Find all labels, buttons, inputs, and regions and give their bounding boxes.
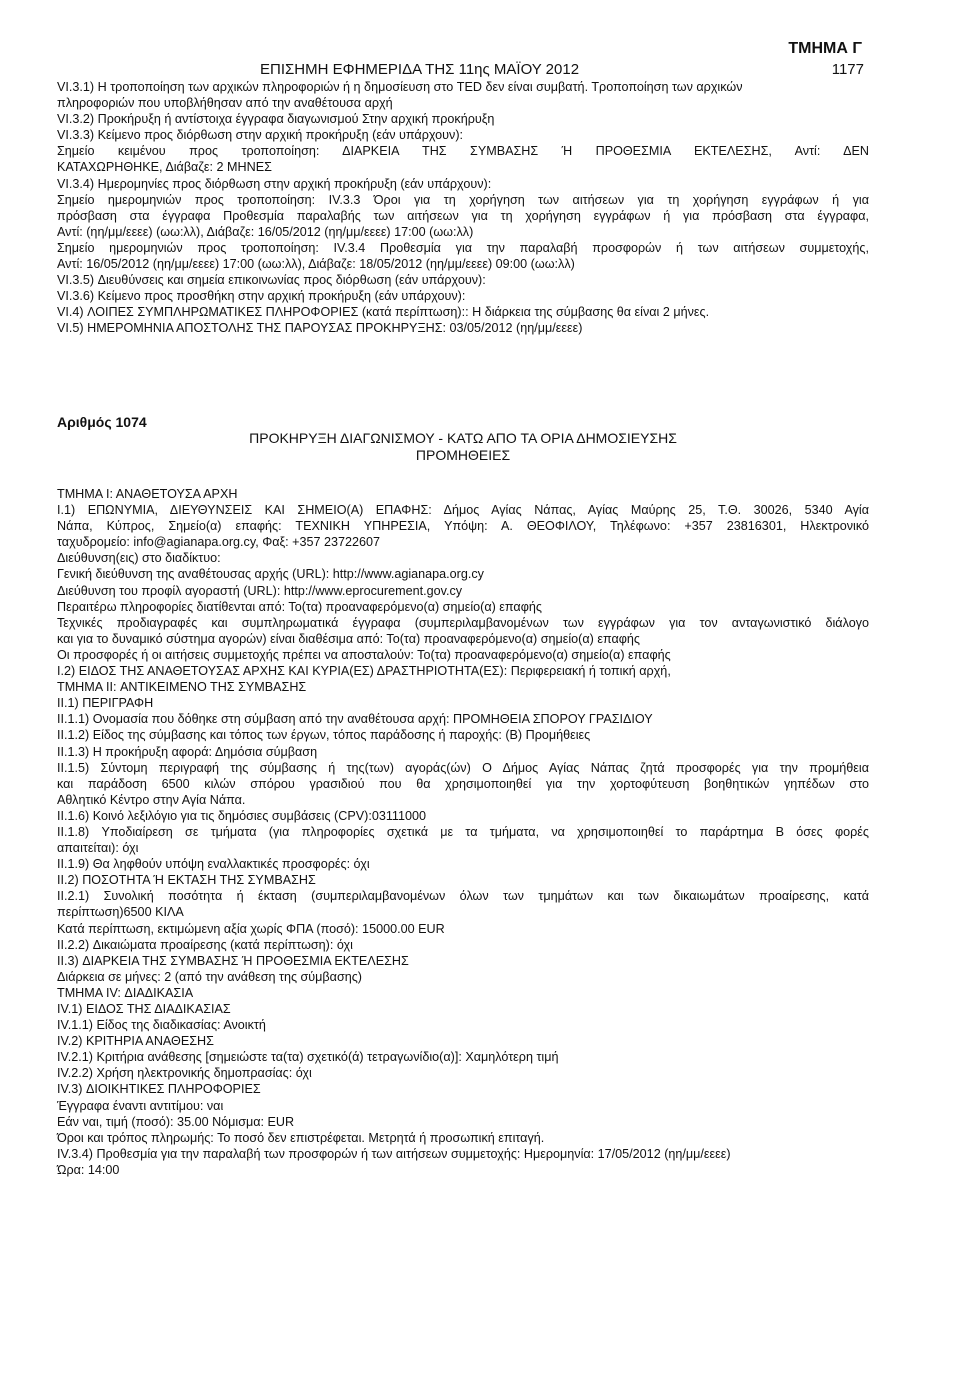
text-line: Εάν ναι, τιμή (ποσό): 35.00 Νόμισμα: EUR: [57, 1114, 295, 1129]
text-line: II.1.6) Κοινό λεξιλόγιο για τις δημόσιες συμβάσεις (CPV):03111000: [57, 808, 426, 823]
text-line: II.1.2) Είδος της σύμβασης και τόπος των έργων, τόπος παράδοσης ή παροχής: (Β) Προμήθειες: [57, 728, 591, 743]
text-line: περίπτωση)6500 ΚΙΛΑ: [57, 905, 184, 920]
text-line: IV.3.4) Προθεσμία για την παραλαβή των προσφορών ή των αιτήσεων συμμετοχής: Ημερομηνία: 17/05/2012 (ηη/μμ/εεεε): [57, 1146, 731, 1161]
text-line: Διεύθυνση του προφίλ αγοραστή (URL): http://www.eprocurement.gov.cy: [57, 583, 463, 598]
text-line: ταχυδρομείο: info@agianapa.org.cy, Φαξ: +357 23722607: [57, 535, 381, 550]
text-line: II.1.5) Σύντομη περιγραφή της σύμβασης ή της(των) αγοράς(ών) Ο Δήμος Αγίας Νάπας ζητά προσφορές για την προμήθεια: [57, 760, 869, 775]
text-line: και για το δυναμικό σύστημα αγορών) είναι διαθέσιμα από: Το(τα) προαναφερόμενο(α) σημείο(α) επαφής: [57, 631, 640, 646]
text-line: Σημείο ημερομηνιών προς τροποποίηση: IV.3.3 Όροι για τη χορήγηση των αιτήσεων για τη χορήγηση εγγράφων ή για: [57, 192, 869, 207]
text-line: Περαιτέρω πληροφορίες διατίθενται από: Το(τα) προαναφερόμενο(α) σημείο(α) επαφής: [57, 599, 542, 614]
text-line: πρόσβαση στα έγγραφα Προθεσμία παραλαβής των αιτήσεων για τη χορήγηση εγγράφων ή για πρόσβαση στα έγγραφα,: [57, 208, 869, 223]
text-line: VI.3.1) Η τροποποίηση των αρχικών πληροφοριών ή η δημοσίευση στο TED δεν είναι συμβατή. Τροποποίηση των αρχικών: [57, 80, 743, 94]
text-line: και παράδοση 6500 κιλών σπόρου γρασιδιού που θα χρησιμοποιηθεί για την χορτοφύτευση βοηθητικών γηπέδων στο: [57, 776, 869, 791]
section-heading: ΤΜΗΜΑ IV: ΔΙΑΔΙΚΑΣΙΑ: [57, 985, 194, 1000]
text-line: II.1.8) Υποδιαίρεση σε τμήματα (για πληροφορίες σχετικά με τα τμήματα, να χρησιμοποιηθεί το παράρτημα Β όσες φορές: [57, 824, 869, 839]
text-line: Οι προσφορές ή οι αιτήσεις συμμετοχής πρέπει να αποσταλούν: Το(τα) προαναφερόμενο(α) σημείο(α) επαφής: [57, 647, 671, 662]
text-line: II.1.9) Θα ληφθούν υπόψη εναλλακτικές προσφορές: όχι: [57, 857, 370, 872]
text-line: VI.5) ΗΜΕΡΟΜΗΝΙΑ ΑΠΟΣΤΟΛΗΣ ΤΗΣ ΠΑΡΟΥΣΑΣ ΠΡΟΚΗΡΥΞΗΣ: 03/05/2012 (ηη/μμ/εεεε): [57, 321, 583, 336]
text-line: πληροφοριών που υποβλήθησαν από την αναθέτουσα αρχή: [57, 96, 393, 111]
text-line: Όροι και τρόπος πληρωμής: Το ποσό δεν επιστρέφεται. Μετρητά ή προσωπική επιταγή.: [57, 1130, 545, 1145]
text-line: Έγγραφα έναντι αντιτίμου: ναι: [57, 1098, 224, 1113]
section-heading: ΤΜΗΜΑ Ι: ΑΝΑΘΕΤΟΥΣΑ ΑΡΧΗ: [57, 487, 238, 501]
text-line: II.2.1) Συνολική ποσότητα ή έκταση (συμπεριλαμβανομένων όλων των τμημάτων και των δικαιωμάτων προαίρεσης, κατά: [57, 889, 869, 904]
text-line: Σημείο ημερομηνιών προς τροποποίηση: IV.3.4 Προθεσμία για την παραλαβή προσφορών ή των αιτήσεων συμμετοχής,: [57, 240, 869, 255]
text-line: IV.3) ΔΙΟΙΚΗΤΙΚΕΣ ΠΛΗΡΟΦΟΡΙΕΣ: [57, 1082, 261, 1097]
tender-notice-text: [57, 486, 869, 1178]
page-number: 1177: [831, 61, 864, 78]
text-line: Κατά περίπτωση, εκτιμώμενη αξία χωρίς ΦΠΑ (ποσό): 15000.00 EUR: [57, 921, 445, 936]
text-line: IV.2) ΚΡΙΤΗΡΙΑ ΑΝΑΘΕΣΗΣ: [57, 1034, 214, 1049]
text-line: II.3) ΔΙΑΡΚΕΙΑ ΤΗΣ ΣΥΜΒΑΣΗΣ Ή ΠΡΟΘΕΣΜΙΑ ΕΚΤΕΛΕΣΗΣ: [57, 953, 409, 968]
text-line: Διάρκεια σε μήνες: 2 (από την ανάθεση της σύμβασης): [57, 969, 362, 984]
text-line: II.1.3) Η προκήρυξη αφορά: Δημόσια σύμβαση: [57, 744, 318, 759]
text-line: II.2.2) Δικαιώματα προαίρεσης (κατά περίπτωση): όχι: [57, 937, 353, 952]
text-line: Ώρα: 14:00: [57, 1162, 120, 1177]
announcement-title: [57, 430, 869, 464]
text-line: Νάπα, Κύπρος, Σημείο(α) επαφής: ΤΕΧΝΙΚΗ ΥΠΗΡΕΣΙΑ, Υπόψη: Α. ΘΕΟΦΙΛΟΥ, Τηλέφωνο: +357 23816301, Ηλεκτρονικό: [57, 519, 869, 534]
text-line: II.2) ΠΟΣΟΤΗΤΑ Ή ΕΚΤΑΣΗ ΤΗΣ ΣΥΜΒΑΣΗΣ: [57, 873, 316, 888]
text-line: IV.1) ΕΙΔΟΣ ΤΗΣ ΔΙΑΔΙΚΑΣΙΑΣ: [57, 1002, 231, 1016]
text-line: Γενική διεύθυνση της αναθέτουσας αρχής (URL): http://www.agianapa.org.cy: [57, 567, 484, 582]
gazette-title: ΕΠΙΣΗΜΗ ΕΦΗΜΕΡΙΔΑ ΤΗΣ 11ης ΜΑΪΟΥ 2012: [260, 61, 580, 78]
announcement-title-line: ΠΡΟΜΗΘΕΙΕΣ: [415, 447, 511, 463]
text-line: ΚΑΤΑΧΩΡΗΘΗΚΕ, Διάβαζε: 2 ΜΗΝΕΣ: [57, 160, 272, 175]
correction-notice-text: [57, 79, 869, 337]
section-label: ΤΜΗΜΑ Γ: [788, 40, 862, 57]
announcement-title-line: ΠΡΟΚΗΡΥΞΗ ΔΙΑΓΩΝΙΣΜΟΥ - ΚΑΤΩ ΑΠΟ ΤΑ ΟΡΙΑ ΔΗΜΟΣΙΕΥΣΗΣ: [249, 430, 677, 446]
text-line: Διεύθυνση(εις) στο διαδίκτυο:: [57, 551, 221, 566]
text-line: VI.3.6) Κείμενο προς προσθήκη στην αρχική προκήρυξη (εάν υπάρχουν):: [57, 289, 466, 304]
announcement-number: Αριθμός 1074: [57, 414, 147, 430]
text-line: Αντί: (ηη/μμ/εεεε) (ωω:λλ), Διάβαζε: 16/05/2012 (ηη/μμ/εεεε) 17:00 (ωω:λλ): [57, 224, 474, 239]
text-line: II.1) ΠΕΡΙΓΡΑΦΗ: [57, 696, 154, 711]
text-line: Τεχνικές προδιαγραφές και συμπληρωματικά έγγραφα (συμπεριλαμβανομένων των εγγράφων για τον ανταγωνιστικό διάλογο: [57, 615, 869, 630]
text-line: απαιτείται): όχι: [57, 841, 139, 856]
section-heading: ΤΜΗΜΑ II: ΑΝΤΙΚΕΙΜΕΝΟ ΤΗΣ ΣΥΜΒΑΣΗΣ: [57, 680, 307, 695]
text-line: VI.4) ΛΟΙΠΕΣ ΣΥΜΠΛΗΡΩΜΑΤΙΚΕΣ ΠΛΗΡΟΦΟΡΙΕΣ (κατά περίπτωση):: Η διάρκεια της σύμβασης θα είναι 2 μήνες.: [57, 305, 710, 320]
text-line: II.1.1) Ονομασία που δόθηκε στη σύμβαση από την αναθέτουσα αρχή: ΠΡΟΜΗΘΕΙΑ ΣΠΟΡΟΥ ΓΡΑΣΙΔΙΟΥ: [57, 712, 653, 727]
text-line: VI.3.2) Προκήρυξη ή αντίστοιχα έγγραφα διαγωνισμού Στην αρχική προκήρυξη: [57, 112, 495, 127]
text-line: Σημείο κειμένου προς τροποποίηση: ΔΙΑΡΚΕΙΑ ΤΗΣ ΣΥΜΒΑΣΗΣ Ή ΠΡΟΘΕΣΜΙΑ ΕΚΤΕΛΕΣΗΣ, Αντί: ΔΕΝ: [57, 144, 869, 159]
text-line: Αθλητικό Κέντρο στην Αγία Νάπα.: [57, 792, 246, 807]
text-line: IV.2.2) Χρήση ηλεκτρονικής δημοπρασίας: όχι: [57, 1066, 312, 1081]
text-line: Αντί: 16/05/2012 (ηη/μμ/εεεε) 17:00 (ωω:λλ), Διάβαζε: 18/05/2012 (ηη/μμ/εεεε) 09:00 (ωω:λλ): [57, 257, 575, 272]
text-line: VI.3.3) Κείμενο προς διόρθωση στην αρχική προκήρυξη (εάν υπάρχουν):: [57, 128, 464, 143]
text-line: I.2) ΕΙΔΟΣ ΤΗΣ ΑΝΑΘΕΤΟΥΣΑΣ ΑΡΧΗΣ ΚΑΙ ΚΥΡΙΑ(ΕΣ) ΔΡΑΣΤΗΡΙΟΤΗΤΑ(ΕΣ): Περιφερειακή ή τοπική αρχή,: [57, 664, 671, 679]
text-line: VI.3.5) Διευθύνσεις και σημεία επικοινωνίας προς διόρθωση (εάν υπάρχουν):: [57, 273, 486, 288]
text-line: VI.3.4) Ημερομηνίες προς διόρθωση στην αρχική προκήρυξη (εάν υπάρχουν):: [57, 176, 492, 191]
text-line: IV.1.1) Είδος της διαδικασίας: Ανοικτή: [57, 1018, 266, 1033]
text-line: IV.2.1) Κριτήρια ανάθεσης [σημειώστε τα(τα) σχετικό(ά) τετραγωνίδιο(α)]: Χαμηλότερη τιμή: [57, 1050, 559, 1065]
text-line: I.1) ΕΠΩΝΥΜΙΑ, ΔΙΕΥΘΥΝΣΕΙΣ ΚΑΙ ΣΗΜΕΙΟ(Α) ΕΠΑΦΗΣ: Δήμος Αγίας Νάπας, Αγίας Μαύρης 25, Τ.Θ. 30026, 5340 Αγία: [57, 503, 869, 518]
